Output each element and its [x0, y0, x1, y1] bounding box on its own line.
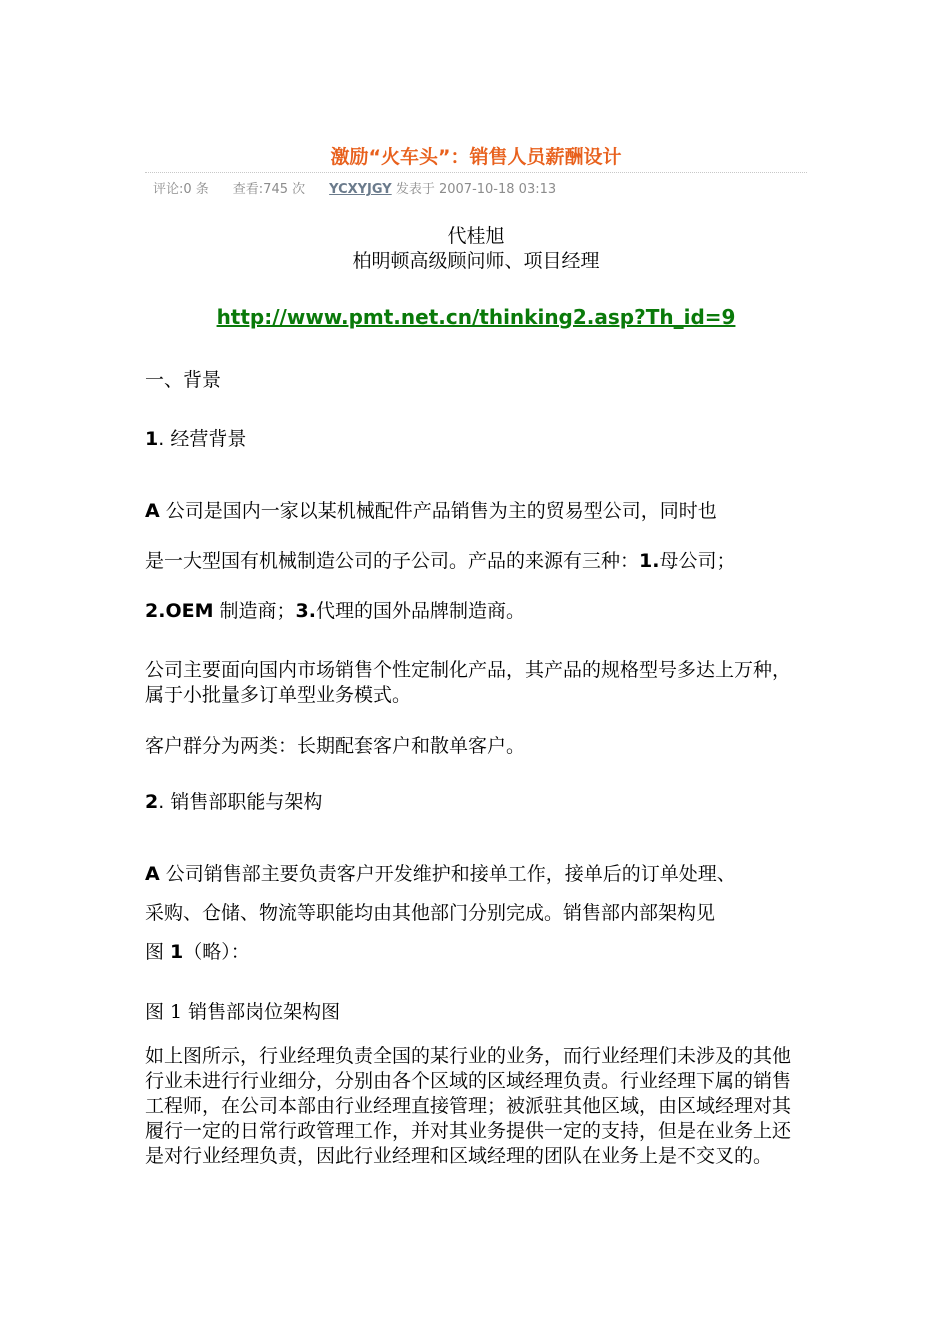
paragraph-market: 公司主要面向国内市场销售个性定制化产品，其产品的规格型号多达上万种，属于小批量多订单型业务模式。 — [145, 659, 792, 706]
paragraph-customers: 客户群分为两类：长期配套客户和散单客户。 — [145, 735, 526, 757]
author-link[interactable]: YCXYJGY — [329, 182, 392, 197]
paragraph-company-intro: A 公司是国内一家以某机械配件产品销售为主的贸易型公司，同时也 是一大型国有机械制造公司的子公司。产品的来源有三种：1.母公司； 2.OEM 制造商；3.代理的国外品牌制造商。 — [145, 500, 736, 622]
view-count: 查看:745 次 — [232, 182, 306, 197]
figure-caption: 图 1 销售部岗位架构图 — [145, 1001, 341, 1023]
article-title: 激励“火车头”：销售人员薪酬设计 — [330, 146, 622, 168]
posted-label: 发表于 — [395, 182, 435, 197]
section-heading-background: 一、背景 — [145, 369, 222, 391]
paragraph-structure-explanation: 如上图所示，行业经理负责全国的某行业的业务，而行业经理们未涉及的其他行业未进行行业细分，分别由各个区域的区域经理负责。行业经理下属的销售工程师，在公司本部由行业经理直接管理；被派驻其他区域，由区域经理对其履行一定的日常行政管理工作，并对其业务提供一定的支持，但是在业务上还是对行业经理负责，因此行业经理和区域经理的团队在业务上是不交叉的。 — [145, 1045, 792, 1167]
paragraph-sales-dept: A 公司销售部主要负责客户开发维护和接单工作，接单后的订单处理、 采购、仓储、物流等职能均由其他部门分别完成。销售部内部架构见 图 1（略）： — [145, 863, 736, 963]
comment-count: 评论:0 条 — [153, 182, 209, 197]
source-link[interactable]: http://www.pmt.net.cn/thinking2.asp?Th_id=9 — [216, 305, 736, 329]
article-meta — [145, 172, 807, 197]
subsection-number: 2 — [145, 791, 159, 813]
subsection-number: 1 — [145, 428, 159, 450]
byline-role: 柏明顿高级顾问师、项目经理 — [352, 250, 600, 272]
post-date: 2007-10-18 03:13 — [438, 182, 557, 197]
subsection-heading-business: 1. 经营背景 — [145, 428, 247, 450]
byline-name: 代桂旭 — [447, 225, 505, 247]
byline — [145, 224, 807, 274]
subsection-heading-sales-dept: 2. 销售部职能与架构 — [145, 791, 323, 813]
